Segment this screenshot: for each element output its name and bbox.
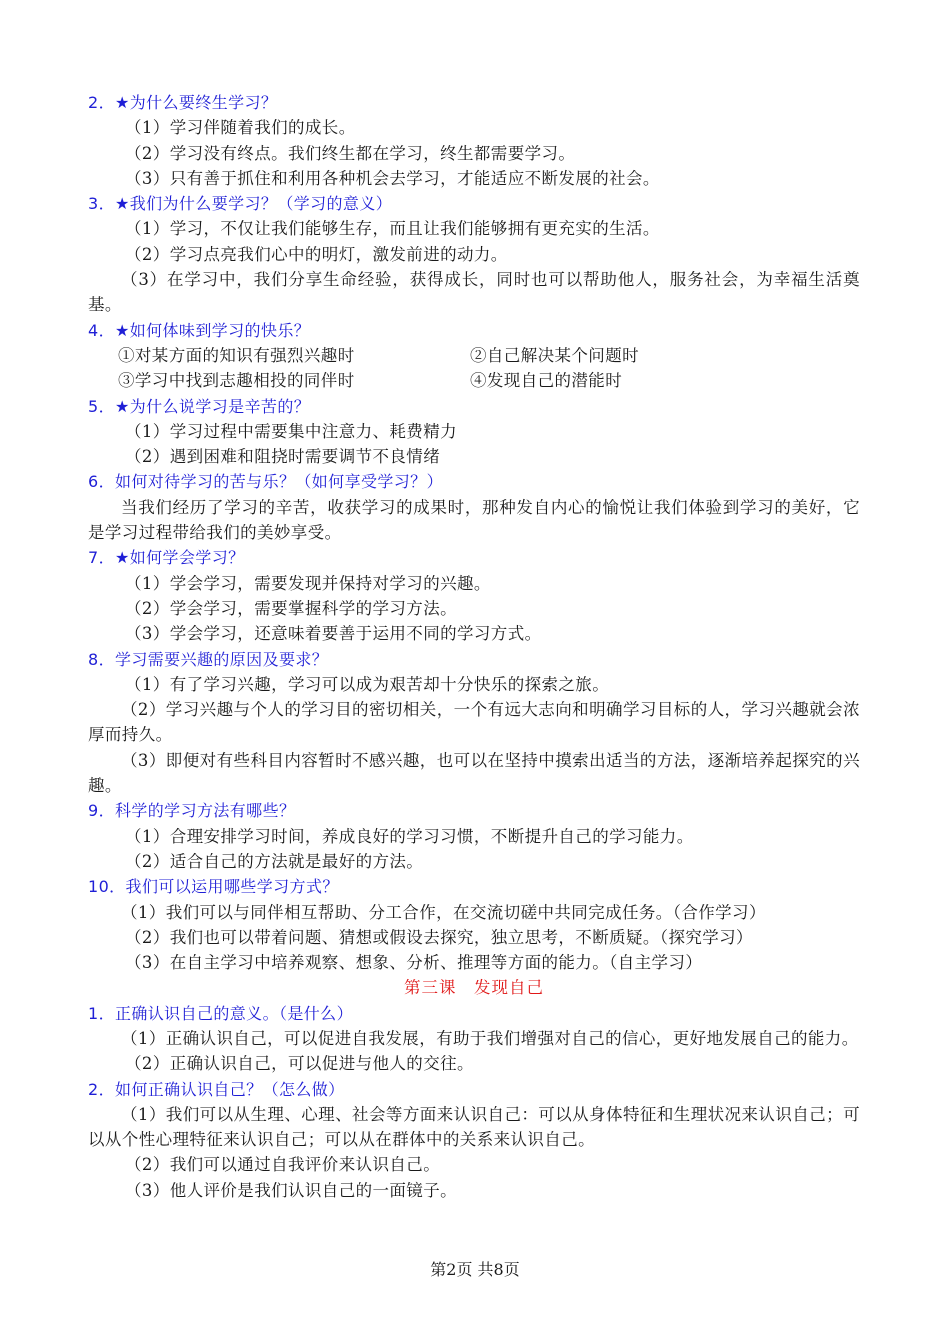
answer-option: ②自己解决某个问题时 xyxy=(470,345,639,365)
question-heading: 8．学习需要兴趣的原因及要求？ xyxy=(88,649,329,669)
answer-item: （2）我们也可以带着问题、猜想或假设去探究，独立思考，不断质疑。（探究学习） xyxy=(125,927,753,947)
answer-item: （2）正确认识自己，可以促进与他人的交往。 xyxy=(125,1054,474,1074)
answer-item: （1）学会学习，需要发现并保持对学习的兴趣。 xyxy=(125,573,491,593)
answer-item: （3）只有善于抓住和利用各种机会去学习，才能适应不断发展的社会。 xyxy=(125,168,660,188)
question-heading: 4．★如何体味到学习的快乐？ xyxy=(88,320,311,340)
answer-paragraph: （3）在学习中，我们分享生命经验，获得成长，同时也可以帮助他人，服务社会，为幸福生活奠基。 xyxy=(88,270,860,315)
answer-paragraph: （1）我们可以从生理、心理、社会等方面来认识自己：可以从身体特征和生理状况来认识自己；可以从个性心理特征来认识自己；可以从在群体中的关系来认识自己。 xyxy=(88,1104,860,1150)
answer-paragraph: 当我们经历了学习的辛苦，收获学习的成果时，那种发自内心的愉悦让我们体验到学习的美好，它是学习过程带给我们的美妙享受。 xyxy=(88,497,860,543)
answer-item: （2）遇到困难和阻挠时需要调节不良情绪 xyxy=(125,447,441,467)
answer-item: （1）学习过程中需要集中注意力、耗费精力 xyxy=(125,421,457,441)
answer-item: （3）学会学习，还意味着要善于运用不同的学习方式。 xyxy=(125,624,542,644)
question-heading: 9．科学的学习方法有哪些？ xyxy=(88,801,296,821)
question-heading: 3．★我们为什么要学习？（学习的意义） xyxy=(88,194,393,214)
answer-item: （1）有了学习兴趣，学习可以成为艰苦却十分快乐的探索之旅。 xyxy=(125,674,610,694)
answer-item: （1）学习伴随着我们的成长。 xyxy=(125,118,356,138)
question-heading: 7．★如何学会学习？ xyxy=(88,548,245,568)
answer-item: （2）学会学习，需要掌握科学的学习方法。 xyxy=(125,598,457,618)
answer-item: （1）学习，不仅让我们能够生存，而且让我们能够拥有更充实的生活。 xyxy=(125,219,660,239)
answer-option: ④发现自己的潜能时 xyxy=(470,371,623,391)
answer-item: （1）合理安排学习时间，养成良好的学习习惯，不断提升自己的学习能力。 xyxy=(125,826,694,846)
document-page xyxy=(88,90,860,1203)
answer-item: （3）在自主学习中培养观察、想象、分析、推理等方面的能力。（自主学习） xyxy=(125,953,703,973)
question-heading: 2．★为什么要终生学习？ xyxy=(88,93,278,112)
lesson-title: 第三课 发现自己 xyxy=(404,978,544,998)
question-heading: 1．正确认识自己的意义。（是什么） xyxy=(88,1003,353,1023)
answer-item: （2）学习点亮我们心中的明灯，激发前进的动力。 xyxy=(125,244,508,264)
question-heading: 6．如何对待学习的苦与乐？（如何享受学习？） xyxy=(88,472,443,492)
answer-option: ①对某方面的知识有强烈兴趣时 xyxy=(118,345,355,365)
answer-item: （2）学习没有终点。我们终生都在学习，终生都需要学习。 xyxy=(125,143,576,163)
answer-item: （3）他人评价是我们认识自己的一面镜子。 xyxy=(125,1180,457,1200)
answer-paragraph: （2）学习兴趣与个人的学习目的密切相关，一个有远大志向和明确学习目标的人，学习兴趣就会浓厚而持久。 xyxy=(88,700,860,745)
answer-paragraph: （1）正确认识自己，可以促进自我发展，有助于我们增强对自己的信心，更好地发展自己的能力。 xyxy=(121,1028,859,1048)
question-heading: 2．如何正确认识自己？（怎么做） xyxy=(88,1079,345,1099)
answer-paragraph: （1）我们可以与同伴相互帮助、分工合作，在交流切磋中共同完成任务。（合作学习） xyxy=(121,902,766,922)
page-number-footer: 第2页 共8页 xyxy=(430,1260,520,1279)
answer-option: ③学习中找到志趣相投的同伴时 xyxy=(118,371,355,391)
question-heading: 5．★为什么说学习是辛苦的？ xyxy=(88,396,311,416)
answer-grid-row xyxy=(88,343,860,368)
answer-item: （2）适合自己的方法就是最好的方法。 xyxy=(125,851,424,871)
answer-paragraph: （3）即便对有些科目内容暂时不感兴趣，也可以在坚持中摸索出适当的方法，逐渐培养起探究的兴趣。 xyxy=(88,750,860,796)
answer-grid-row xyxy=(88,368,860,393)
answer-item: （2）我们可以通过自我评价来认识自己。 xyxy=(125,1155,441,1175)
question-heading: 10．我们可以运用哪些学习方式？ xyxy=(88,877,339,897)
